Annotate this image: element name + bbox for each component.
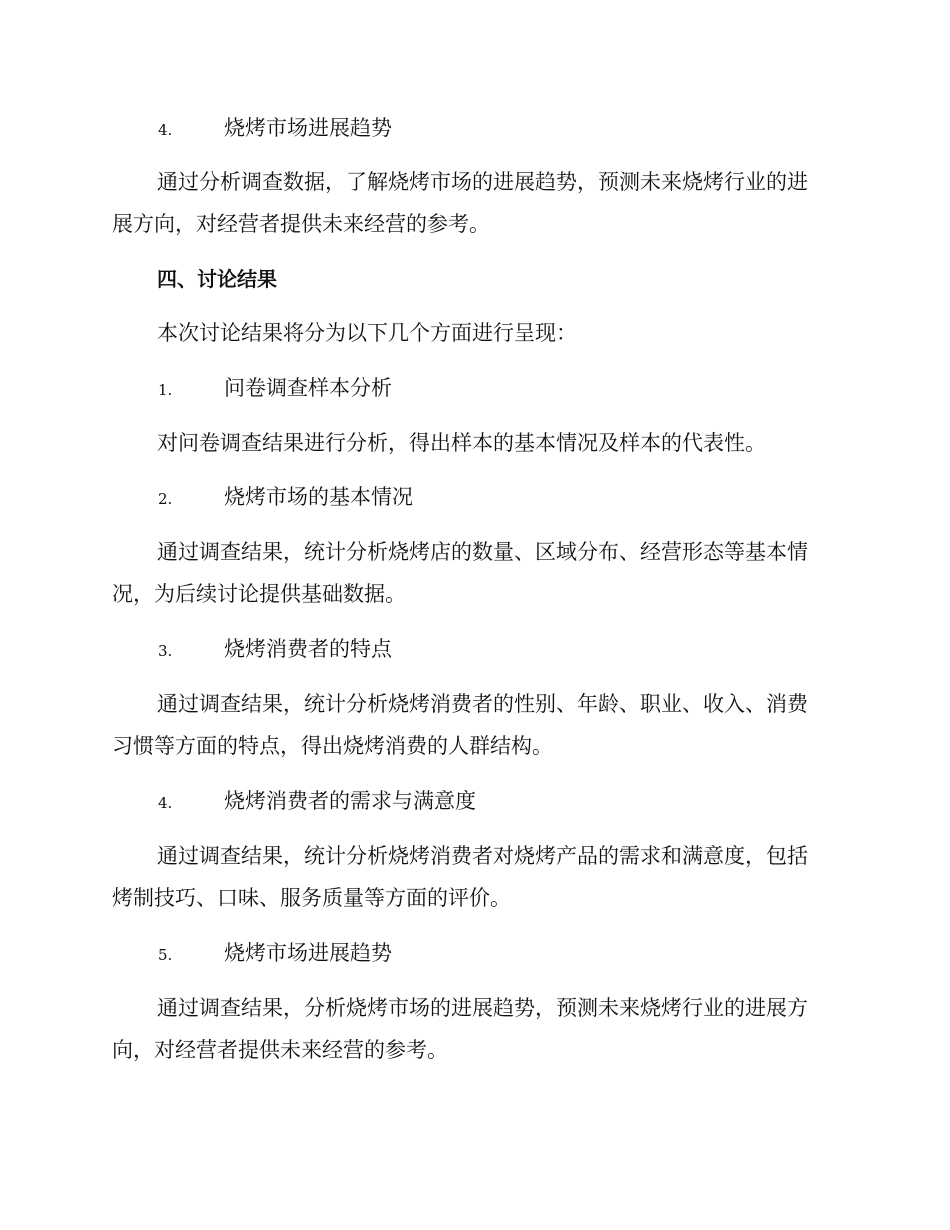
paragraph-line: 展方向，对经营者提供未来经营的参考。 <box>112 212 490 236</box>
list-item-number: 4. <box>158 794 173 812</box>
list-item-title: 烧烤市场进展趋势 <box>224 941 392 965</box>
paragraph-line: 通过调查结果，统计分析烧烤店的数量、区域分布、经营形态等基本情 <box>157 540 808 564</box>
list-item-title: 问卷调查样本分析 <box>224 376 392 400</box>
paragraph-line: 对问卷调查结果进行分析，得出样本的基本情况及样本的代表性。 <box>157 431 766 455</box>
section-heading: 四、讨论结果 <box>157 267 277 291</box>
list-item-number: 4. <box>158 121 173 139</box>
list-item-title: 烧烤市场进展趋势 <box>224 116 392 140</box>
list-item-number: 2. <box>158 490 173 508</box>
paragraph-line: 况，为后续讨论提供基础数据。 <box>112 582 406 606</box>
paragraph-line: 通过调查结果，统计分析烧烤消费者对烧烤产品的需求和满意度，包括 <box>157 844 808 868</box>
paragraph-line: 本次讨论结果将分为以下几个方面进行呈现： <box>157 321 577 345</box>
list-item-title: 烧烤消费者的特点 <box>224 637 392 661</box>
paragraph-line: 通过调查结果，分析烧烤市场的进展趋势，预测未来烧烤行业的进展方 <box>157 996 808 1020</box>
list-item-number: 5. <box>158 946 173 964</box>
list-item-title: 烧烤市场的基本情况 <box>224 485 413 509</box>
list-item-title: 烧烤消费者的需求与满意度 <box>224 789 476 813</box>
paragraph-line: 习惯等方面的特点，得出烧烤消费的人群结构。 <box>112 734 553 758</box>
paragraph-line: 烤制技巧、口味、服务质量等方面的评价。 <box>112 886 511 910</box>
list-item-number: 3. <box>158 642 173 660</box>
paragraph-line: 向，对经营者提供未来经营的参考。 <box>112 1038 448 1062</box>
list-item-number: 1. <box>158 381 173 399</box>
paragraph-line: 通过调查结果，统计分析烧烤消费者的性别、年龄、职业、收入、消费 <box>157 692 808 716</box>
paragraph-line: 通过分析调查数据，了解烧烤市场的进展趋势，预测未来烧烤行业的进 <box>157 170 808 194</box>
